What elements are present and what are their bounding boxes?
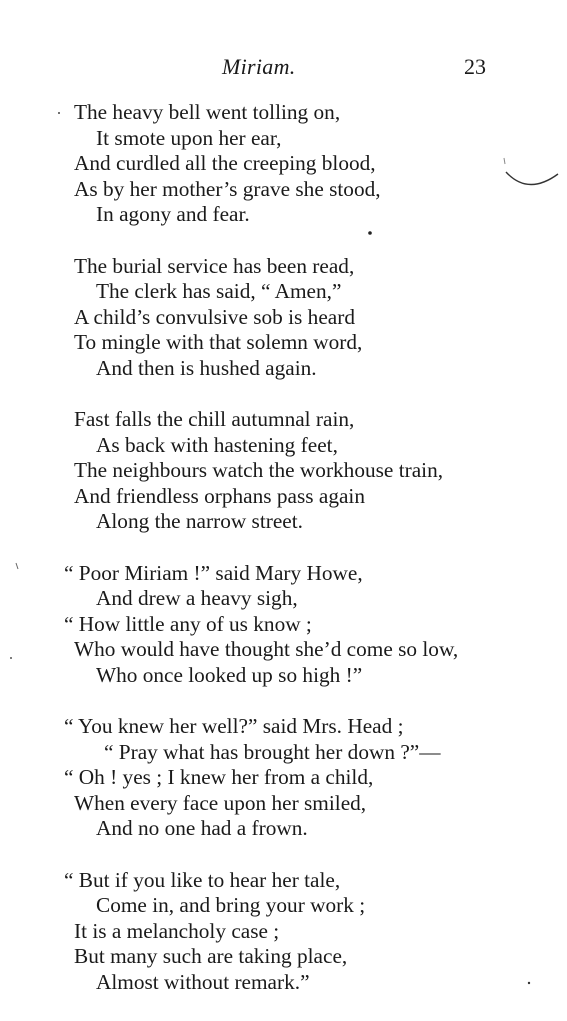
poem-line: A child’s convulsive sob is heard: [74, 304, 355, 329]
page-header: [0, 54, 567, 84]
poem-line: The heavy bell went tolling on,: [74, 100, 341, 124]
poem-line: The burial service has been read,: [74, 253, 355, 278]
poem-line: And drew a heavy sigh,: [96, 586, 298, 610]
stanza-3: [74, 407, 534, 535]
poem-line: Fast falls the chill autumnal rain,: [74, 407, 355, 431]
poem-line: As back with hastening feet,: [96, 432, 338, 457]
scan-speck: [14, 562, 20, 570]
poem-line: Who would have thought she’d come so low,: [74, 637, 459, 661]
poem-line: The clerk has said, “ Amen,”: [96, 279, 342, 303]
scan-speck: [56, 110, 62, 116]
poem-line: The neighbours watch the workhouse train,: [74, 458, 444, 482]
poem-line: Along the narrow street.: [96, 509, 303, 533]
scan-speck: [526, 980, 532, 986]
stanza-1: [74, 100, 534, 228]
poem-line: To mingle with that solemn word,: [74, 330, 363, 354]
running-title: Miriam.: [222, 54, 296, 79]
poem-line: It smote upon her ear,: [96, 125, 282, 150]
poem-line: And then is hushed again.: [96, 355, 317, 380]
poem-line: And no one had a frown.: [96, 816, 308, 840]
poem-line: “ But if you like to hear her tale,: [64, 867, 341, 892]
stanza-6: [64, 867, 534, 996]
stanza-5: [64, 714, 534, 842]
poem-line: And curdled all the creeping blood,: [74, 151, 376, 175]
poem-body: [64, 100, 534, 1021]
poem-line: “ Poor Miriam !” said Mary Howe,: [64, 560, 363, 585]
poem-line: “ How little any of us know ;: [64, 611, 312, 636]
poem-line: As by her mother’s grave she stood,: [74, 176, 381, 201]
poem-line: Who once looked up so high !”: [96, 662, 363, 687]
poem-line: Almost without remark.”: [96, 969, 310, 994]
stanza-4: [64, 560, 534, 689]
poem-line: “ Pray what has brought her down ?”—: [104, 739, 441, 764]
scan-speck: [367, 230, 373, 236]
poem-line: “ Oh ! yes ; I knew her from a child,: [64, 765, 374, 789]
poem-line: When every face upon her smiled,: [74, 790, 367, 815]
scan-speck: [8, 655, 14, 661]
poem-line: But many such are taking place,: [74, 944, 348, 968]
poem-line: It is a melancholy case ;: [74, 918, 280, 943]
poem-line: Come in, and bring your work ;: [96, 893, 366, 917]
poem-line: And friendless orphans pass again: [74, 483, 365, 508]
scan-curve-mark: [500, 150, 566, 194]
poem-line: “ You knew her well?” said Mrs. Head ;: [64, 714, 404, 738]
page-number: 23: [464, 54, 486, 79]
poem-line: In agony and fear.: [96, 202, 250, 226]
stanza-2: [74, 254, 534, 382]
